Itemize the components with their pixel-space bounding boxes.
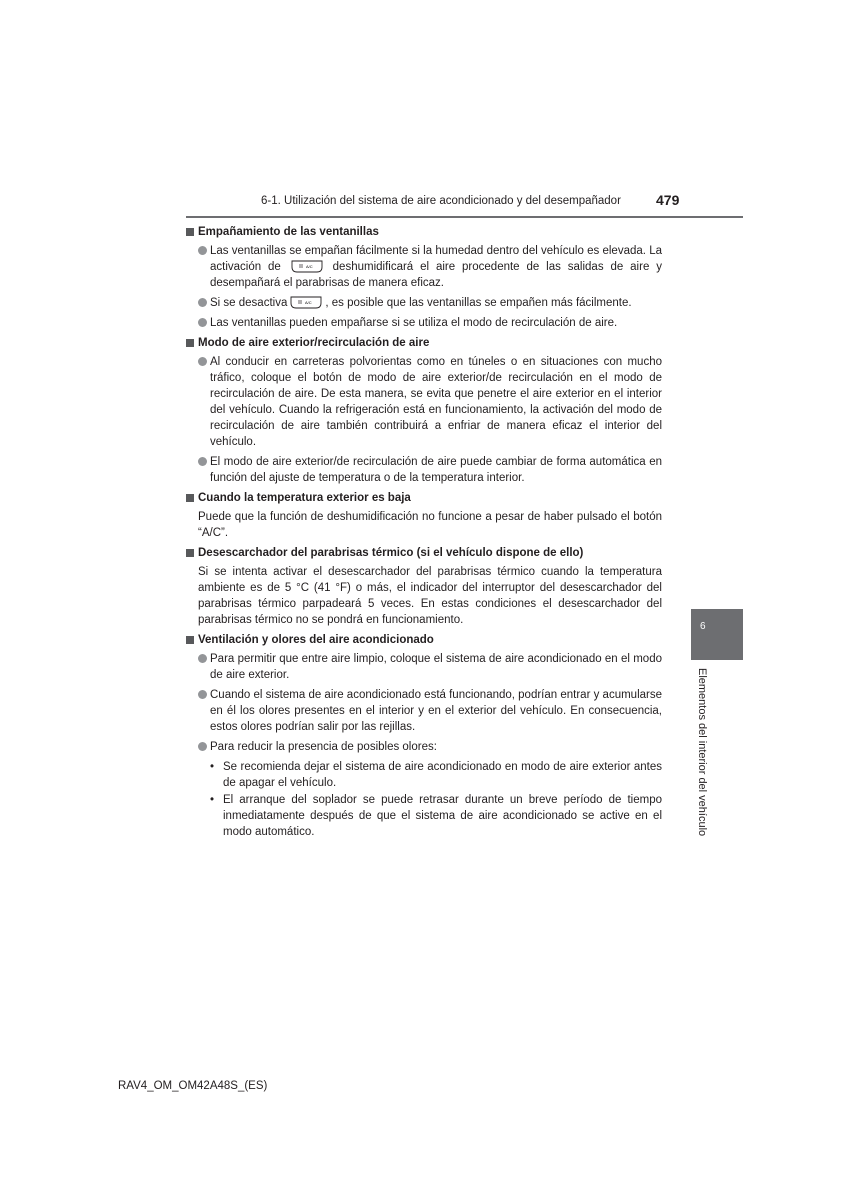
header-rule (186, 216, 743, 218)
circle-bullet-icon (198, 690, 207, 699)
sub-list-item (186, 759, 662, 791)
circle-bullet-icon (198, 298, 207, 307)
item-text: Al conducir en carreteras polvorientas como en túneles o en situaciones con mucho tráfico, coloque el botón de modo de aire exterior/de recirculación en el modo de recirculación de aire. De esta manera, se evita que penetre el aire exterior en el interior del vehículo. Cuando la refrigeración está en funcionamiento, la activación del modo de recirculación de aire también contribuirá a enfriar de manera eficaz el interior del vehículo. (210, 356, 662, 448)
paragraph: Si se intenta activar el desescarchador del parabrisas térmico cuando la temperatura ambiente es de 5 °C (41 °F) o más, el indicador del interruptor del desescarchador del parabrisas térmico parpadeará 5 veces. En estas condiciones el desescarchador del parabrisas térmico no se pondrá en funcionamiento. (198, 566, 662, 626)
item-text: , es posible que las ventanillas se empañen más fácilmente. (325, 297, 632, 309)
ac-button-icon (290, 296, 322, 309)
sub-item-text: Se recomienda dejar el sistema de aire acondicionado en modo de aire exterior antes de apagar el vehículo. (223, 761, 662, 789)
item-text: Cuando el sistema de aire acondicionado está funcionando, podrían entrar y acumularse en él los olores presentes en el interior y en el exterior del vehículo. En consecuencia, estos olores podrían salir por las rejillas. (210, 689, 662, 733)
circle-bullet-icon (198, 654, 207, 663)
list-item (186, 243, 662, 291)
circle-bullet-icon (198, 246, 207, 255)
item-text: Si se desactiva (210, 297, 288, 309)
ac-button-icon (291, 260, 323, 273)
small-bullet-icon: • (210, 761, 215, 773)
sub-item-text: El arranque del soplador se puede retrasar durante un breve período de tiempo inmediatamente después de que el sistema de aire acondicionado se active en el modo automático. (223, 794, 662, 838)
chapter-number: 6 (700, 621, 706, 632)
document-code: RAV4_OM_OM42A48S_(ES) (118, 1080, 268, 1092)
section-title: Cuando la temperatura exterior es baja (198, 492, 411, 504)
section-title: Desescarchador del parabrisas térmico (si el vehículo dispone de ello) (198, 547, 584, 559)
chapter-label: Elementos del interior del vehículo (696, 668, 708, 837)
list-item (186, 454, 662, 486)
square-bullet-icon (186, 228, 194, 236)
section-title: Ventilación y olores del aire acondicionado (198, 634, 434, 646)
running-header-title: 6-1. Utilización del sistema de aire acondicionado y del desempañador (261, 195, 621, 207)
small-bullet-icon: • (210, 794, 215, 806)
circle-bullet-icon (198, 357, 207, 366)
circle-bullet-icon (198, 457, 207, 466)
ac-button-text: A/C (305, 300, 313, 305)
chapter-tab (691, 609, 743, 660)
page-content (186, 222, 662, 841)
section-heading (186, 632, 662, 648)
list-item (186, 651, 662, 683)
square-bullet-icon (186, 636, 194, 644)
section-heading (186, 335, 662, 351)
list-item (186, 354, 662, 450)
item-text: Para reducir la presencia de posibles olores: (210, 741, 437, 753)
circle-bullet-icon (198, 318, 207, 327)
list-item (186, 315, 662, 331)
square-bullet-icon (186, 494, 194, 502)
paragraph: Puede que la función de deshumidificación no funcione a pesar de haber pulsado el botón “A/C”. (198, 511, 662, 539)
ac-button-text: A/C (305, 264, 313, 269)
list-item (186, 739, 662, 755)
section-heading (186, 545, 662, 561)
section-heading (186, 490, 662, 506)
item-text: deshumidificará el aire procedente de las salidas de aire y desempañará el parabrisas de manera eficaz. (210, 261, 662, 289)
item-text: El modo de aire exterior/de recirculación de aire puede cambiar de forma automática en función del ajuste de temperatura o de la temperatura interior. (210, 456, 662, 484)
square-bullet-icon (186, 339, 194, 347)
square-bullet-icon (186, 549, 194, 557)
circle-bullet-icon (198, 742, 207, 751)
list-item (186, 295, 662, 311)
item-text: Las ventanillas pueden empañarse si se utiliza el modo de recirculación de aire. (210, 317, 618, 329)
section-title: Empañamiento de las ventanillas (198, 226, 379, 238)
item-text: Las ventanillas se empañan fácilmente si la humedad dentro del vehículo es elevada. La activación de (210, 245, 662, 273)
section-title: Modo de aire exterior/recirculación de aire (198, 337, 430, 349)
sub-list-item (186, 792, 662, 840)
section-heading (186, 224, 662, 240)
list-item (186, 687, 662, 735)
page-number: 479 (656, 192, 680, 208)
item-text: Para permitir que entre aire limpio, coloque el sistema de aire acondicionado en el modo de aire exterior. (210, 653, 662, 681)
